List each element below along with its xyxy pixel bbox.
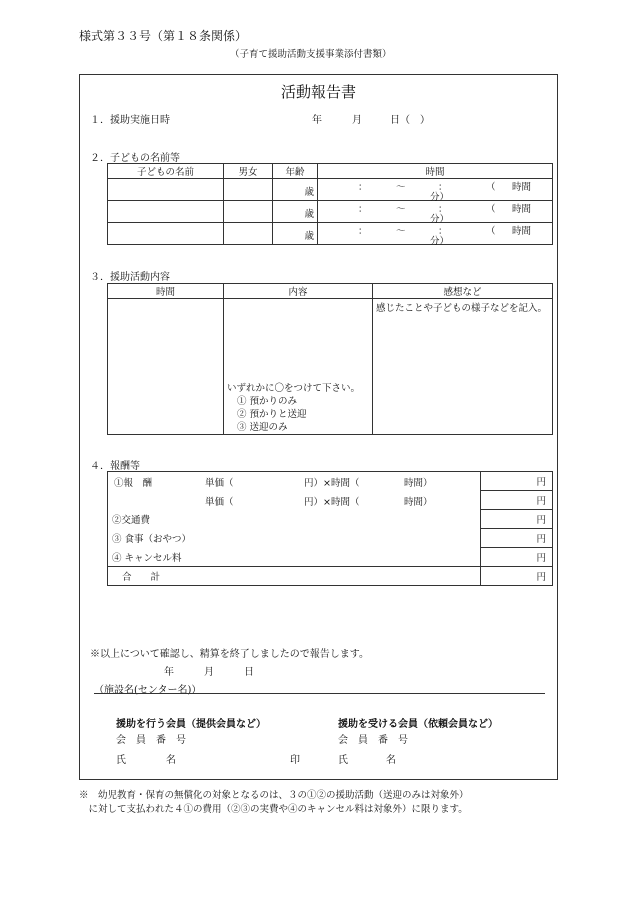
page-title: 活動報告書 — [280, 83, 356, 101]
date-day[interactable]: 日（ ） — [390, 115, 430, 126]
activity-table — [107, 283, 553, 435]
requester-title: 援助を受ける会員（依頼会員など） — [338, 719, 498, 730]
time-colon-end: ： — [438, 182, 448, 193]
confirm-year[interactable]: 年 — [164, 667, 174, 678]
table-row — [108, 491, 553, 510]
time-open: （ — [486, 226, 496, 237]
cancel-amount[interactable]: 円 — [481, 548, 553, 567]
time-cell[interactable] — [318, 179, 553, 201]
attachment-note: （子育て援助活動支援事業添付書類） — [230, 49, 392, 60]
col-activity-time: 時間 — [108, 284, 224, 299]
table-row — [108, 529, 553, 548]
age-cell[interactable] — [273, 179, 318, 201]
total-amount[interactable]: 円 — [481, 567, 553, 586]
meal-amount[interactable]: 円 — [481, 529, 553, 548]
time-hours: 時間 — [512, 182, 532, 193]
yen-times-label: 円）×時間（ — [304, 478, 360, 489]
requester-member-no[interactable]: 会 員 番 号 — [338, 735, 408, 746]
yen-times-label: 円）×時間（ — [304, 496, 360, 508]
time-cell[interactable] — [318, 223, 553, 245]
fee-amount-1[interactable]: 円 — [481, 472, 553, 491]
provider-name-family[interactable]: 名 — [166, 755, 176, 766]
time-tilde: ～ — [396, 182, 406, 193]
choice-instruction: いずれかに〇をつけて下さい。 — [227, 383, 361, 394]
child-name-cell[interactable] — [108, 179, 224, 201]
time-minutes: 分） — [430, 192, 450, 203]
age-cell[interactable] — [273, 223, 318, 245]
col-impressions: 感想など — [373, 284, 553, 299]
time-colon-start: ： — [358, 182, 368, 193]
transport-label: ②交通費 — [108, 510, 481, 529]
time-colon-end: ： — [438, 226, 448, 237]
facility-name-line[interactable] — [94, 693, 545, 694]
age-unit: 歳 — [304, 209, 314, 220]
time-colon-end: ： — [438, 204, 448, 215]
gender-cell[interactable] — [224, 201, 273, 223]
impression-hint: 感じたことや子どもの様子などを記入。 — [376, 303, 548, 314]
time-colon-start: ： — [358, 226, 368, 237]
facility-name-label: （施設名(センター名)） — [94, 685, 202, 696]
time-cell[interactable] — [318, 201, 553, 223]
unit-price-label: 単価（ — [205, 496, 234, 508]
confirm-day[interactable]: 日 — [244, 667, 254, 678]
section3-label: ３．援助活動内容 — [90, 272, 170, 283]
footer-note — [79, 789, 469, 817]
age-unit: 歳 — [304, 231, 314, 242]
date-month[interactable]: 月 — [352, 115, 362, 126]
col-activity-content: 内容 — [224, 284, 373, 299]
age-cell[interactable] — [273, 201, 318, 223]
transport-amount[interactable]: 円 — [481, 510, 553, 529]
choice-option[interactable]: ① 預かりのみ — [237, 396, 298, 407]
col-time: 時間 — [318, 164, 553, 179]
age-unit: 歳 — [304, 187, 314, 198]
col-child-name: 子どもの名前 — [108, 164, 224, 179]
col-age: 年齢 — [273, 164, 318, 179]
table-row — [108, 472, 553, 491]
provider-member-no[interactable]: 会 員 番 号 — [116, 735, 186, 746]
seal-mark: 印 — [290, 755, 300, 766]
table-row — [108, 567, 553, 586]
activity-content-cell[interactable] — [224, 299, 373, 435]
fee-row-1[interactable] — [108, 472, 481, 491]
table-row — [108, 223, 553, 245]
confirmation-text: ※以上について確認し、精算を終了しましたので報告します。 — [90, 649, 369, 660]
impressions-cell[interactable] — [373, 299, 553, 435]
gender-cell[interactable] — [224, 179, 273, 201]
provider-name-given[interactable]: 氏 — [116, 755, 126, 766]
fee-amount-2[interactable]: 円 — [481, 491, 553, 510]
hours-label: 時間） — [404, 478, 433, 489]
section1-label: １．援助実施日時 — [90, 115, 170, 126]
report-frame — [79, 74, 558, 780]
hours-label: 時間） — [404, 496, 433, 508]
time-open: （ — [486, 204, 496, 215]
col-gender: 男女 — [224, 164, 273, 179]
date-year[interactable]: 年 — [312, 115, 322, 126]
time-open: （ — [486, 182, 496, 193]
table-row — [108, 201, 553, 223]
time-colon-start: ： — [358, 204, 368, 215]
section2-label: ２．子どもの名前等 — [90, 153, 180, 164]
table-row — [108, 548, 553, 567]
gender-cell[interactable] — [224, 223, 273, 245]
child-name-cell[interactable] — [108, 201, 224, 223]
time-tilde: ～ — [396, 226, 406, 237]
child-name-cell[interactable] — [108, 223, 224, 245]
requester-name-given[interactable]: 氏 — [338, 755, 348, 766]
provider-title: 援助を行う会員（提供会員など） — [116, 719, 266, 730]
fee-row-2[interactable] — [108, 491, 481, 510]
requester-name-family[interactable]: 名 — [386, 755, 396, 766]
activity-time-cell[interactable] — [108, 299, 224, 435]
unit-price-label: 単価（ — [205, 478, 234, 489]
time-tilde: ～ — [396, 204, 406, 215]
choice-option[interactable]: ③ 送迎のみ — [237, 422, 288, 433]
meal-label: ③ 食事（おやつ） — [108, 529, 481, 548]
confirm-month[interactable]: 月 — [204, 667, 214, 678]
footer-line-1: ※ 幼児教育・保育の無償化の対象となるのは、３の①②の援助活動（送迎のみは対象外） — [79, 790, 469, 801]
footer-line-2: に対して支払われた４①の費用（②③の実費や④のキャンセル料は対象外）に限ります。 — [79, 804, 468, 815]
children-table — [107, 163, 553, 245]
time-hours: 時間 — [512, 204, 532, 215]
total-label: 合 計 — [108, 567, 481, 586]
table-row — [108, 510, 553, 529]
section4-label: ４．報酬等 — [90, 461, 140, 472]
fee-label: ①報 酬 — [114, 478, 153, 489]
cancel-label: ④ キャンセル料 — [108, 548, 481, 567]
choice-option[interactable]: ② 預かりと送迎 — [237, 409, 307, 420]
form-number: 様式第３３号（第１８条関係） — [79, 29, 248, 43]
fee-table — [107, 471, 553, 586]
table-row — [108, 179, 553, 201]
time-hours: 時間 — [512, 226, 532, 237]
time-minutes: 分） — [430, 214, 450, 225]
time-minutes: 分） — [430, 236, 450, 247]
